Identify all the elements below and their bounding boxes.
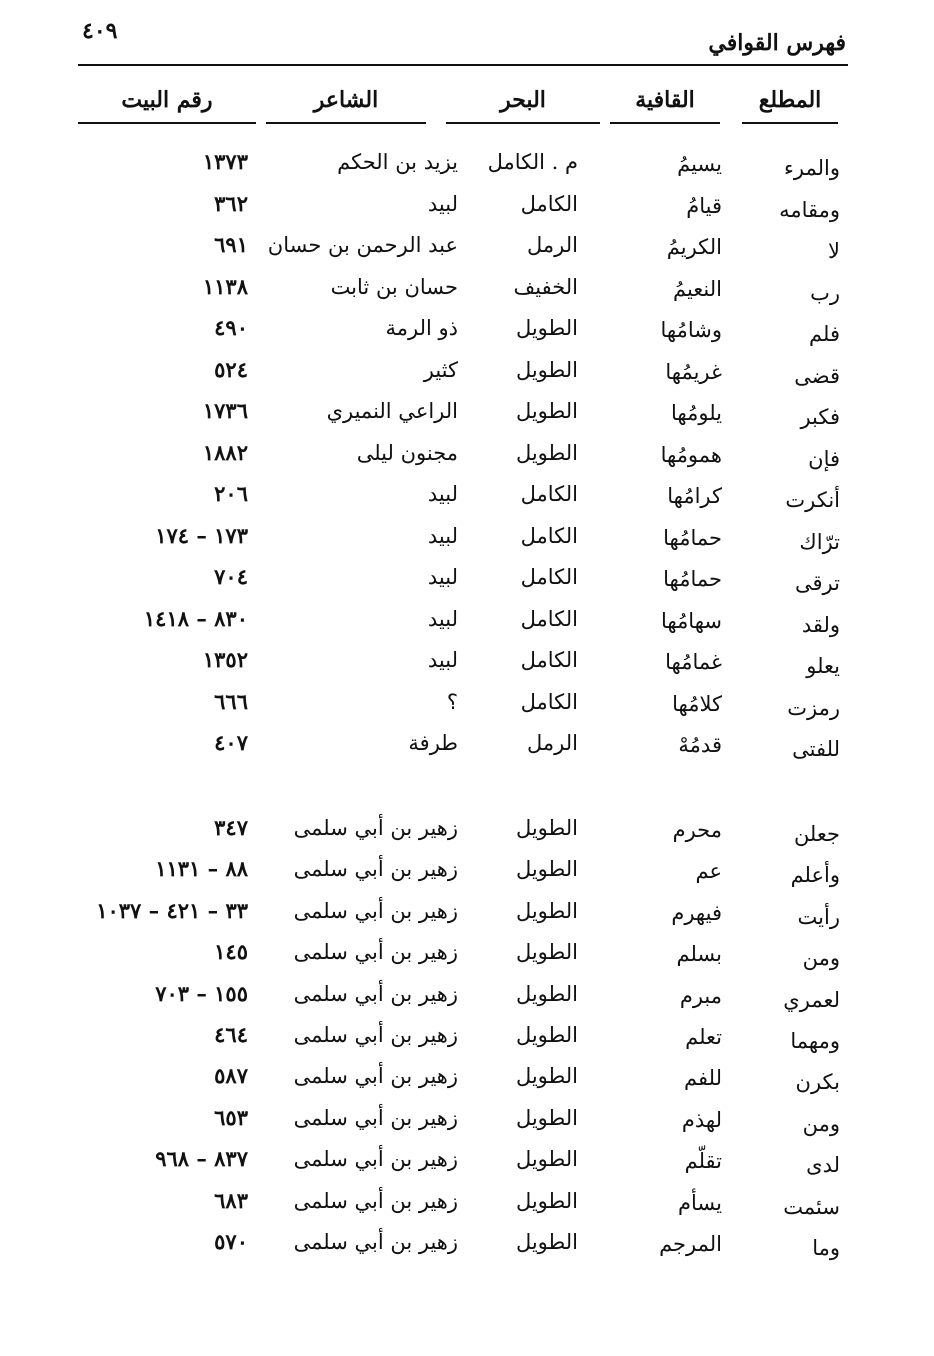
cell-qafiya: لهذم xyxy=(681,1107,722,1132)
cell-qafiya: مبرم xyxy=(679,983,722,1008)
cell-matla: سئمت xyxy=(783,1194,840,1219)
table-row xyxy=(0,891,934,931)
table-row xyxy=(0,267,934,307)
cell-raqm: ١١٣٨ xyxy=(202,273,248,299)
cell-matla: رب xyxy=(810,280,840,305)
cell-shaer: لبيد xyxy=(427,565,458,589)
cell-bahr: الطويل xyxy=(515,857,578,882)
cell-shaer: زهير بن أبي سلمى xyxy=(293,898,458,923)
cell-matla: ومهما xyxy=(790,1029,840,1053)
cell-shaer: كثير xyxy=(423,357,458,382)
cell-qafiya: المرجم xyxy=(659,1232,722,1256)
cell-bahr: الكامل xyxy=(520,191,578,216)
table-row xyxy=(0,932,934,972)
cell-matla: رأيت xyxy=(797,904,840,929)
cell-shaer: زهير بن أبي سلمى xyxy=(293,940,458,965)
cell-raqm: ٣٣ – ٤٢١ – ١٠٣٧ xyxy=(96,897,248,923)
cell-shaer: ذو الرمة xyxy=(385,316,458,340)
cell-matla: لا xyxy=(828,239,840,263)
cell-qafiya: سهامُها xyxy=(660,608,722,633)
cell-qafiya: محرم xyxy=(672,818,722,842)
cell-shaer: ؟ xyxy=(446,689,458,714)
table-row xyxy=(0,599,934,639)
cell-bahr: الطويل xyxy=(515,440,578,465)
column-header-matla-label: المطلع xyxy=(758,87,822,113)
cell-matla: ترّاك xyxy=(799,529,840,554)
cell-qafiya: غمامُها xyxy=(665,650,722,674)
cell-qafiya: غريمُها xyxy=(665,359,722,384)
cell-qafiya: يسيمُ xyxy=(677,152,722,176)
cell-qafiya: وشامُها xyxy=(660,318,722,342)
cell-raqm: ١٨٨٢ xyxy=(202,439,248,465)
cell-qafiya: حمامُها xyxy=(663,525,722,550)
cell-matla: فلم xyxy=(809,322,840,346)
table-row xyxy=(0,1139,934,1179)
cell-qafiya: كلامُها xyxy=(672,691,722,716)
cell-bahr: الرمل xyxy=(527,731,578,755)
cell-qafiya: قدمُهْ xyxy=(678,733,722,757)
cell-matla: وأعلم xyxy=(790,863,840,888)
cell-matla: لدى xyxy=(806,1153,840,1178)
cell-matla: ومن xyxy=(802,946,840,971)
cell-matla: لعمري xyxy=(783,987,840,1012)
page-number: ٤٠٩ xyxy=(82,18,118,44)
cell-qafiya: تقلّم xyxy=(684,1149,722,1174)
cell-raqm: ٦٦٦ xyxy=(214,688,248,714)
cell-shaer: لبيد xyxy=(427,482,458,506)
cell-raqm: ٥٨٧ xyxy=(214,1063,248,1089)
cell-shaer: زهير بن أبي سلمى xyxy=(293,981,458,1006)
cell-matla: رمزت xyxy=(787,695,840,720)
column-header-shaer-label: الشاعر xyxy=(313,87,379,113)
cell-bahr: الطويل xyxy=(515,316,578,340)
cell-shaer: يزيد بن الحكم xyxy=(337,150,458,174)
cell-raqm: ٦٥٣ xyxy=(214,1104,248,1130)
cell-raqm: ٤٦٤ xyxy=(214,1022,248,1047)
cell-raqm: ٨٣٧ – ٩٦٨ xyxy=(155,1146,248,1172)
cell-shaer: زهير بن أبي سلمى xyxy=(293,1230,458,1254)
cell-bahr: الطويل xyxy=(515,940,578,965)
cell-bahr: الكامل xyxy=(520,523,578,548)
cell-shaer: الراعي النميري xyxy=(326,399,458,423)
cell-raqm: ٦٨٣ xyxy=(214,1187,248,1213)
cell-qafiya: قيامُ xyxy=(686,193,722,218)
table-row xyxy=(0,391,934,431)
cell-qafiya: همومُها xyxy=(660,442,722,467)
cell-qafiya: يسأم xyxy=(678,1190,722,1215)
cell-shaer: مجنون ليلى xyxy=(356,440,458,465)
table-row xyxy=(0,1098,934,1138)
cell-bahr: م . الكامل xyxy=(487,150,578,174)
table-row xyxy=(0,350,934,390)
cell-shaer: زهير بن أبي سلمى xyxy=(293,1023,458,1047)
cell-shaer: زهير بن أبي سلمى xyxy=(293,1105,458,1130)
cell-shaer: لبيد xyxy=(427,523,458,548)
table-row xyxy=(0,142,934,182)
cell-matla: والمرء xyxy=(784,156,840,180)
cell-raqm: ٨٨ – ١١٣١ xyxy=(155,856,248,882)
cell-bahr: الكامل xyxy=(520,482,578,506)
cell-bahr: الطويل xyxy=(515,1105,578,1130)
cell-shaer: طرفة xyxy=(408,731,458,755)
cell-raqm: ٨٣٠ – ١٤١٨ xyxy=(143,605,248,631)
cell-raqm: ٣٦٢ xyxy=(214,190,248,216)
cell-bahr: الطويل xyxy=(515,399,578,423)
cell-qafiya: كرامُها xyxy=(667,484,722,508)
table-row xyxy=(0,184,934,224)
cell-qafiya: النعيمُ xyxy=(672,276,722,301)
table-row xyxy=(0,682,934,722)
cell-qafiya: الكريمُ xyxy=(666,235,722,259)
cell-raqm: ٧٠٤ xyxy=(214,564,248,589)
cell-raqm: ٣٤٧ xyxy=(214,815,248,840)
column-header-raqm-label: رقم البيت xyxy=(121,87,213,113)
cell-raqm: ٥٧٠ xyxy=(214,1229,248,1254)
column-header-qafiya-label: القافية xyxy=(635,87,695,113)
cell-raqm: ٢٠٦ xyxy=(214,481,248,506)
table-row xyxy=(0,1222,934,1262)
table-row xyxy=(0,974,934,1014)
cell-raqm: ٥٢٤ xyxy=(214,356,248,382)
cell-shaer: زهير بن أبي سلمى xyxy=(293,1064,458,1089)
cell-bahr: الطويل xyxy=(515,898,578,923)
cell-raqm: ٦٩١ xyxy=(214,232,248,257)
cell-bahr: الطويل xyxy=(515,816,578,840)
table-row xyxy=(0,308,934,348)
table-row xyxy=(0,1056,934,1096)
table-row xyxy=(0,723,934,763)
cell-raqm: ١٧٣٦ xyxy=(202,398,248,423)
table-row xyxy=(0,1181,934,1221)
cell-bahr: الرمل xyxy=(527,233,578,257)
table-row xyxy=(0,474,934,514)
table-row xyxy=(0,225,934,265)
cell-shaer: عبد الرحمن بن حسان xyxy=(267,233,458,257)
cell-matla: جعلن xyxy=(793,822,840,846)
cell-bahr: الخفيف xyxy=(513,274,578,299)
cell-raqm: ١٤٥ xyxy=(214,939,248,965)
table-row xyxy=(0,1015,934,1055)
cell-raqm: ٤٩٠ xyxy=(214,315,248,340)
cell-bahr: الطويل xyxy=(515,357,578,382)
cell-bahr: الطويل xyxy=(515,981,578,1006)
cell-qafiya: حمامُها xyxy=(663,567,722,591)
cell-bahr: الطويل xyxy=(515,1064,578,1089)
table-row xyxy=(0,516,934,556)
cell-shaer: زهير بن أبي سلمى xyxy=(293,1188,458,1213)
cell-matla: ومقامه xyxy=(779,197,840,222)
cell-qafiya: عم xyxy=(695,859,722,884)
table-row xyxy=(0,849,934,889)
cell-raqm: ١٣٥٢ xyxy=(202,647,248,672)
cell-matla: فإن xyxy=(808,446,840,471)
cell-bahr: الطويل xyxy=(515,1023,578,1047)
cell-matla: يعلو xyxy=(806,654,840,678)
cell-raqm: ٤٠٧ xyxy=(214,730,248,755)
cell-matla: بكرن xyxy=(795,1070,840,1095)
cell-matla: وما xyxy=(812,1236,840,1260)
table-row xyxy=(0,808,934,848)
cell-matla: للفتى xyxy=(792,737,840,761)
cell-raqm: ١٧٣ – ١٧٤ xyxy=(155,522,248,548)
cell-qafiya: تعلم xyxy=(685,1025,722,1049)
cell-matla: ومن xyxy=(802,1111,840,1136)
cell-raqm: ١٣٧٣ xyxy=(202,149,248,174)
cell-matla: ترقى xyxy=(795,571,840,595)
cell-shaer: لبيد xyxy=(427,648,458,672)
column-header-bahr-label: البحر xyxy=(500,87,546,113)
cell-matla: قضى xyxy=(794,363,840,388)
cell-bahr: الطويل xyxy=(515,1230,578,1254)
cell-bahr: الطويل xyxy=(515,1188,578,1213)
cell-matla: ولقد xyxy=(801,612,840,637)
cell-bahr: الطويل xyxy=(515,1147,578,1172)
table-row xyxy=(0,557,934,597)
cell-qafiya: للفم xyxy=(684,1066,722,1091)
cell-shaer: زهير بن أبي سلمى xyxy=(293,816,458,840)
cell-matla: أنكرت xyxy=(785,488,840,512)
cell-shaer: زهير بن أبي سلمى xyxy=(293,857,458,882)
cell-qafiya: فيهرم xyxy=(671,900,722,925)
cell-shaer: لبيد xyxy=(427,191,458,216)
cell-matla: فكبر xyxy=(800,405,840,429)
cell-qafiya: يلومُها xyxy=(671,401,722,425)
cell-bahr: الكامل xyxy=(520,648,578,672)
cell-shaer: حسان بن ثابت xyxy=(330,274,458,299)
cell-qafiya: بسلم xyxy=(676,942,722,967)
table-row xyxy=(0,433,934,473)
cell-bahr: الكامل xyxy=(520,606,578,631)
table-row xyxy=(0,640,934,680)
cell-bahr: الكامل xyxy=(520,689,578,714)
page-title: فهرس القوافي xyxy=(708,30,846,56)
cell-shaer: زهير بن أبي سلمى xyxy=(293,1147,458,1172)
cell-bahr: الكامل xyxy=(520,565,578,589)
cell-shaer: لبيد xyxy=(427,606,458,631)
cell-raqm: ١٥٥ – ٧٠٣ xyxy=(155,980,248,1006)
